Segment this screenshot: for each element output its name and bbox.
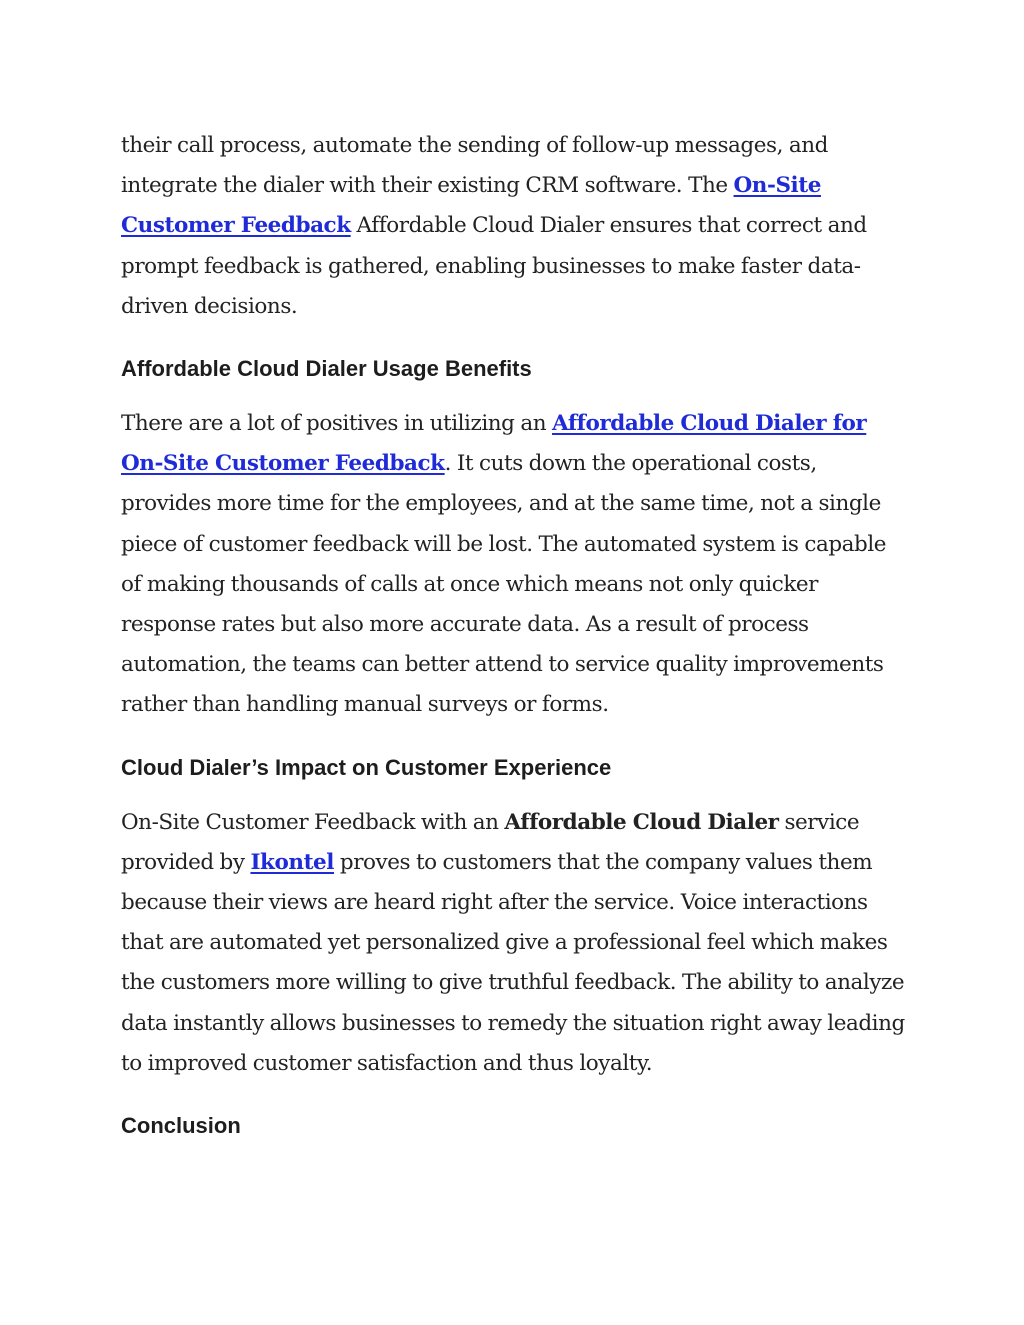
ikontel-link[interactable]: Ikontel — [250, 849, 334, 875]
heading-customer-experience: Cloud Dialer’s Impact on Customer Experience — [121, 754, 612, 780]
paragraph-text: their call process, automate the sending of follow-up messages, and integrate the dialer with their existing CRM software. The — [121, 133, 828, 199]
paragraph-text: proves to customers that the company values them because their views are heard right after the service. Voice interactions that are automated yet personalized give a professional feel which makes the customers more willing to give truthful feedback. The ability to analyze data instantly allows businesses to remedy the situation right away leading to improved customer satisfaction and thus loyalty. — [121, 849, 905, 1076]
document-page — [121, 126, 911, 1140]
paragraph-text: . It cuts down the operational costs, provides more time for the employees, and at the same time, not a single piece of customer feedback will be lost. The automated system is capable of making thousands of calls at once which means not only quicker response rates but also more accurate data. As a result of process automation, the teams can better attend to service quality improvements rather than handling manual surveys or forms. — [121, 451, 887, 718]
heading-conclusion: Conclusion — [121, 1113, 241, 1139]
bold-phrase: Affordable Cloud Dialer — [504, 809, 779, 835]
affordable-cloud-dialer-link[interactable]: Affordable Cloud Dialer for On-Site Customer Feedback — [121, 411, 867, 477]
paragraph-text: On-Site Customer Feedback with an — [121, 809, 505, 835]
paragraph-text: service provided by — [121, 809, 860, 875]
impact-paragraph — [121, 803, 911, 1084]
paragraph-text: There are a lot of positives in utilizing an — [121, 411, 553, 437]
on-site-customer-feedback-link[interactable]: On-Site Customer Feedback — [121, 173, 821, 239]
intro-paragraph — [121, 126, 911, 327]
benefits-paragraph — [121, 404, 911, 726]
heading-usage-benefits: Affordable Cloud Dialer Usage Benefits — [121, 356, 532, 382]
paragraph-text: Affordable Cloud Dialer ensures that correct and prompt feedback is gathered, enabling businesses to make faster data-driven decisions. — [121, 213, 867, 319]
